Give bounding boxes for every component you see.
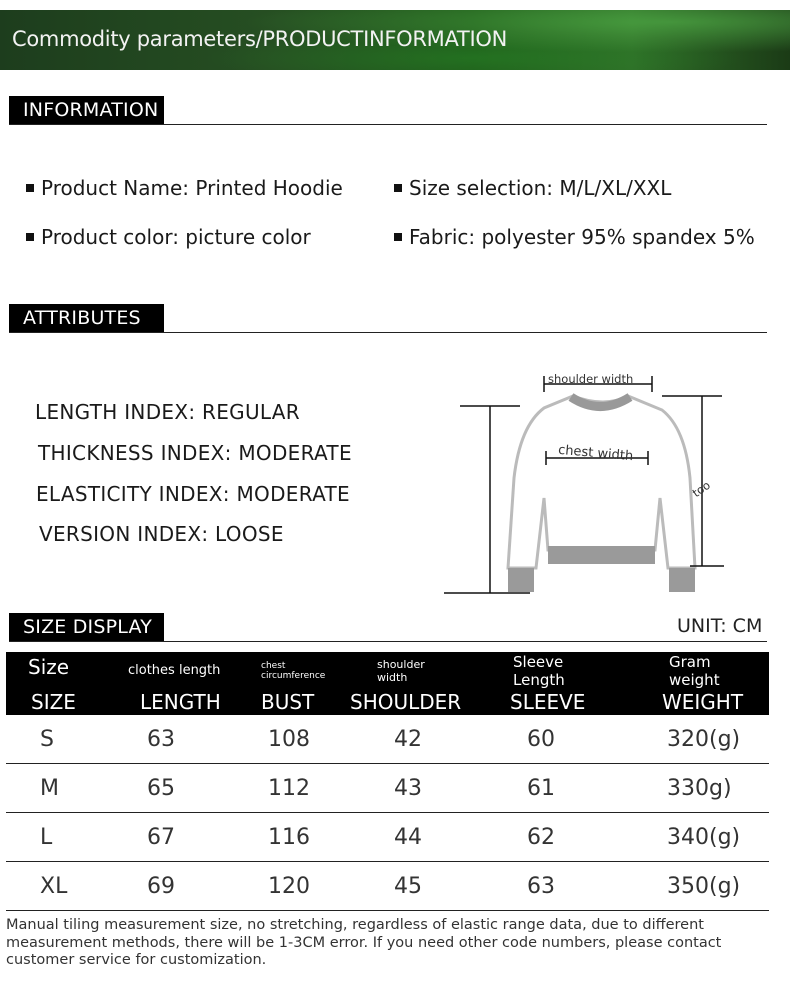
header-sleeve-top2: Length bbox=[513, 671, 565, 689]
info-product-name: Product Name: Printed Hoodie bbox=[26, 176, 343, 200]
cell-weight: 330g) bbox=[667, 776, 732, 801]
section-divider bbox=[9, 332, 767, 333]
cell-shoulder: 44 bbox=[394, 825, 422, 850]
cell-length: 69 bbox=[147, 874, 175, 899]
cell-length: 63 bbox=[147, 727, 175, 752]
sweater-left-cuff bbox=[508, 568, 534, 592]
table-row bbox=[6, 813, 769, 862]
measurement-note: Manual tiling measurement size, no stretching, regardless of elastic range data, due to different measurement methods, there will be 1-3CM error. If you need other code numbers, please contact customer service for customization. bbox=[6, 917, 722, 968]
bullet-icon bbox=[26, 184, 34, 192]
section-label-attributes: ATTRIBUTES bbox=[9, 304, 164, 333]
cell-sleeve: 62 bbox=[527, 825, 555, 850]
attr-elasticity-index: ELASTICITY INDEX: MODERATE bbox=[36, 482, 350, 506]
sweater-measurement-diagram bbox=[440, 368, 730, 600]
cell-size: M bbox=[40, 776, 59, 801]
table-row bbox=[6, 764, 769, 813]
section-label-information: INFORMATION bbox=[9, 96, 164, 125]
section-label-size-display: SIZE DISPLAY bbox=[9, 613, 164, 642]
attr-version-index: VERSION INDEX: LOOSE bbox=[39, 522, 284, 546]
cell-size: S bbox=[40, 727, 54, 752]
cell-length: 67 bbox=[147, 825, 175, 850]
cell-sleeve: 61 bbox=[527, 776, 555, 801]
info-size-selection: Size selection: M/L/XL/XXL bbox=[394, 176, 671, 200]
cell-weight: 320(g) bbox=[667, 727, 741, 752]
header-bust-top2: circumference bbox=[261, 671, 326, 681]
cell-weight: 350(g) bbox=[667, 874, 741, 899]
header-bust: BUST bbox=[261, 690, 315, 714]
section-divider bbox=[9, 641, 767, 642]
cell-bust: 112 bbox=[268, 776, 310, 801]
header-size: SIZE bbox=[31, 690, 76, 714]
attr-length-index: LENGTH INDEX: REGULAR bbox=[35, 400, 300, 424]
header-size-top: Size bbox=[28, 655, 70, 679]
header-weight-top2: weight bbox=[669, 671, 720, 689]
cell-shoulder: 45 bbox=[394, 874, 422, 899]
table-row bbox=[6, 715, 769, 764]
cell-size: L bbox=[40, 825, 53, 850]
header-shoulder: SHOULDER bbox=[350, 690, 462, 714]
header-bust-top1: chest bbox=[261, 661, 286, 671]
header-weight-top1: Gram bbox=[669, 653, 711, 671]
unit-label: UNIT: CM bbox=[677, 615, 763, 637]
sweater-right-cuff bbox=[669, 568, 695, 592]
sweater-illustration bbox=[440, 368, 730, 600]
bullet-icon bbox=[394, 233, 402, 241]
chest-width-label: chest width bbox=[557, 442, 634, 465]
bullet-icon bbox=[26, 233, 34, 241]
cell-bust: 120 bbox=[268, 874, 310, 899]
shoulder-width-label: shoulder width bbox=[548, 372, 634, 386]
info-product-color: Product color: picture color bbox=[26, 225, 311, 249]
cell-bust: 116 bbox=[268, 825, 310, 850]
banner-title: Commodity parameters/PRODUCTINFORMATION bbox=[12, 27, 507, 51]
attr-thickness-index: THICKNESS INDEX: MODERATE bbox=[38, 441, 352, 465]
cell-shoulder: 42 bbox=[394, 727, 422, 752]
cell-length: 65 bbox=[147, 776, 175, 801]
header-banner bbox=[0, 10, 790, 70]
cell-sleeve: 60 bbox=[527, 727, 555, 752]
sleeve-label: too bbox=[689, 477, 713, 501]
size-table-header bbox=[6, 652, 769, 715]
cell-size: XL bbox=[40, 874, 68, 899]
header-shoulder-top1: shoulder bbox=[377, 658, 425, 671]
info-fabric: Fabric: polyester 95% spandex 5% bbox=[394, 225, 755, 249]
bullet-icon bbox=[394, 184, 402, 192]
header-length-top: clothes length bbox=[128, 663, 221, 678]
cell-sleeve: 63 bbox=[527, 874, 555, 899]
section-divider bbox=[9, 124, 767, 125]
cell-shoulder: 43 bbox=[394, 776, 422, 801]
header-sleeve-top1: Sleeve bbox=[513, 653, 564, 671]
header-length: LENGTH bbox=[140, 690, 221, 714]
cell-weight: 340(g) bbox=[667, 825, 741, 850]
cell-bust: 108 bbox=[268, 727, 310, 752]
header-shoulder-top2: width bbox=[377, 671, 408, 684]
sweater-body bbox=[508, 396, 695, 568]
header-weight: WEIGHT bbox=[662, 690, 744, 714]
size-table bbox=[6, 652, 769, 911]
header-sleeve: SLEEVE bbox=[510, 690, 586, 714]
sweater-hem bbox=[548, 546, 655, 564]
table-row bbox=[6, 862, 769, 911]
